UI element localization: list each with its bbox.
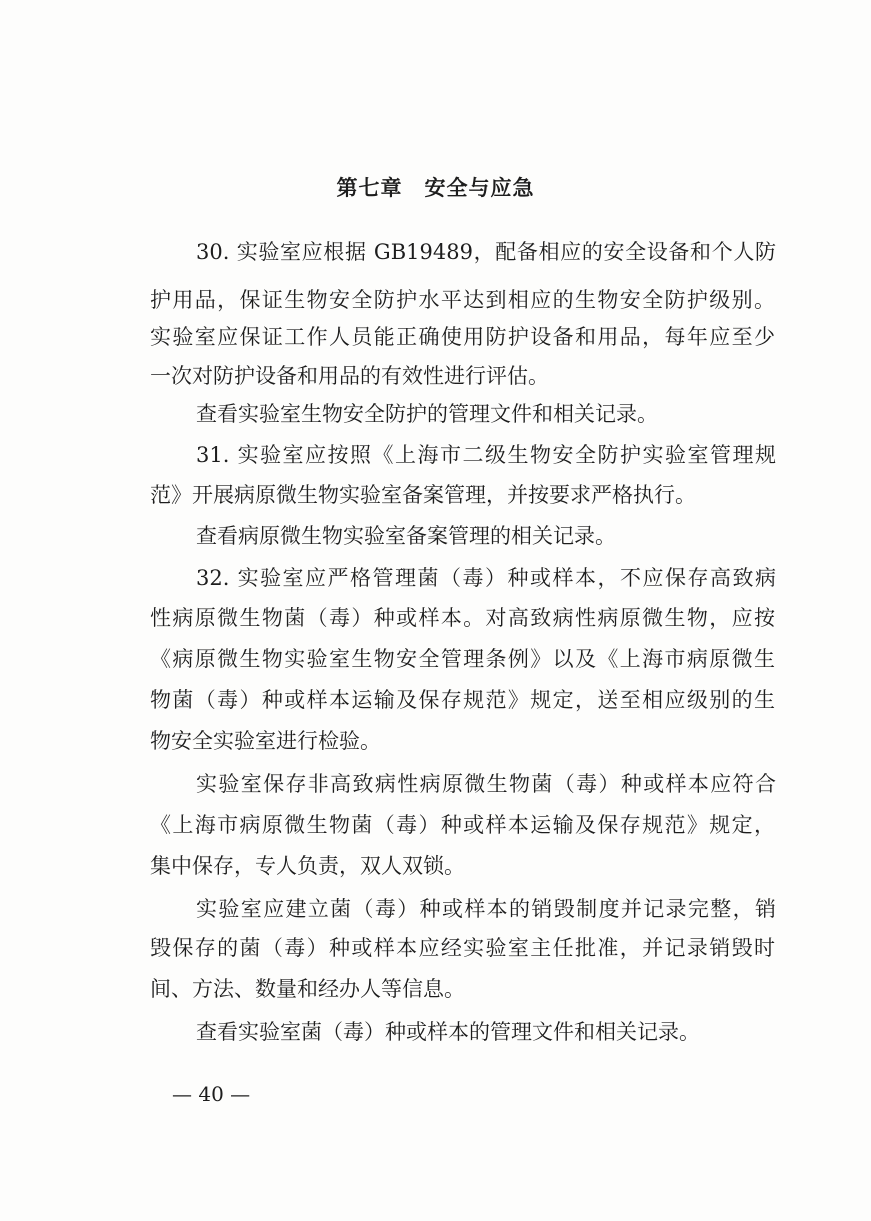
text-line: 查看病原微生物实验室备案管理的相关记录。 (196, 524, 616, 548)
text-line: 一次对防护设备和用品的有效性进行评估。 (150, 364, 549, 388)
text-line: 毁保存的菌（毒）种或样本应经实验室主任批准，并记录销毁时 (150, 936, 775, 960)
text-line: 查看实验室生物安全防护的管理文件和相关记录。 (196, 402, 658, 426)
text-line: 30. 实验室应根据 GB19489，配备相应的安全设备和个人防 (196, 240, 776, 264)
text-line: 查看实验室菌（毒）种或样本的管理文件和相关记录。 (196, 1020, 700, 1044)
chapter-title: 第七章 安全与应急 (336, 176, 535, 200)
text-line: 性病原微生物菌（毒）种或样本。对高致病性病原微生物，应按 (150, 606, 775, 630)
text-line: 物安全实验室进行检验。 (150, 729, 381, 753)
text-line: 范》开展病原微生物实验室备案管理，并按要求严格执行。 (150, 483, 696, 507)
text-line: 实验室应保证工作人员能正确使用防护设备和用品，每年应至少 (150, 325, 775, 349)
page-number: — 40 — (172, 1082, 251, 1106)
text-line: 《上海市病原微生物菌（毒）种或样本运输及保存规范》规定， (150, 813, 775, 837)
text-line: 31. 实验室应按照《上海市二级生物安全防护实验室管理规 (196, 443, 776, 467)
text-line: 实验室应建立菌（毒）种或样本的销毁制度并记录完整，销 (196, 897, 776, 921)
text-line: 间、方法、数量和经办人等信息。 (150, 977, 465, 1001)
text-line: 护用品，保证生物安全防护水平达到相应的生物安全防护级别。 (150, 288, 775, 312)
text-line: 32. 实验室应严格管理菌（毒）种或样本，不应保存高致病 (196, 566, 776, 590)
text-line: 《病原微生物实验室生物安全管理条例》以及《上海市病原微生 (150, 647, 775, 671)
text-line: 物菌（毒）种或样本运输及保存规范》规定，送至相应级别的生 (150, 688, 775, 712)
text-line: 实验室保存非高致病性病原微生物菌（毒）种或样本应符合 (196, 772, 776, 796)
text-line: 集中保存，专人负责，双人双锁。 (150, 854, 465, 878)
